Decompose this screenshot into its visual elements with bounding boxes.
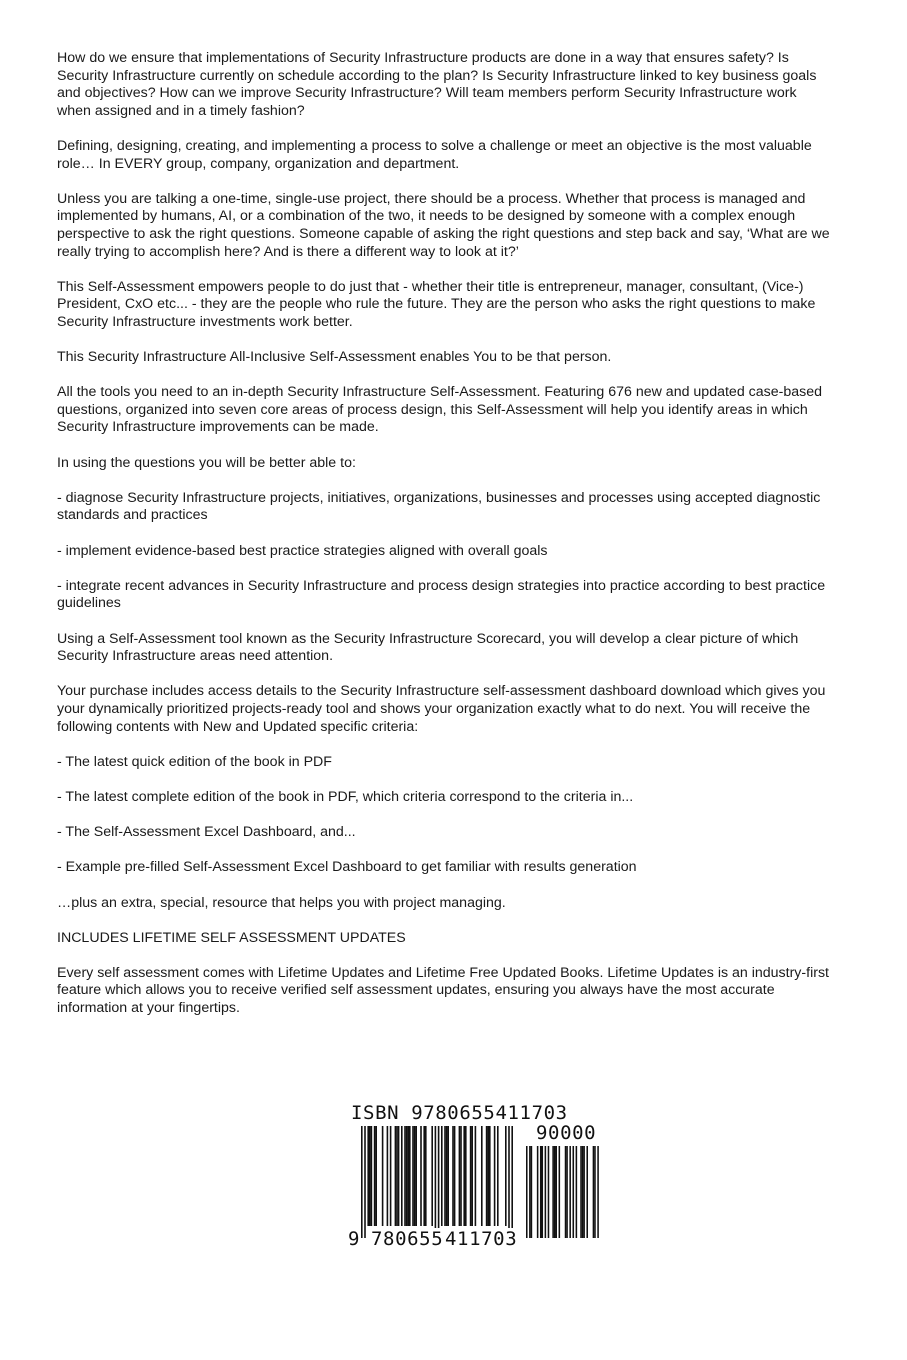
barcode-bar: [435, 1126, 437, 1238]
barcode-bar: [454, 1126, 456, 1226]
addon-bar: [545, 1146, 547, 1238]
addon-bar: [559, 1146, 561, 1238]
barcode-bar: [447, 1126, 449, 1226]
barcode-bar: [382, 1126, 384, 1226]
addon-bar: [576, 1146, 578, 1238]
barcode-bar: [415, 1126, 417, 1226]
bullet-item: - The Self-Assessment Excel Dashboard, and...: [57, 824, 356, 841]
barcode-bar: [371, 1126, 373, 1226]
barcode-bar: [361, 1126, 363, 1238]
barcode-bar: [471, 1126, 473, 1226]
barcode-bar: [398, 1126, 400, 1226]
addon-bar: [531, 1146, 533, 1238]
bullet-item: - The latest quick edition of the book in PDF: [57, 753, 332, 770]
addon-bar: [586, 1146, 588, 1238]
barcode-bar: [420, 1126, 422, 1226]
barcode-bar: [423, 1126, 425, 1226]
barcode-bar: [431, 1126, 433, 1226]
barcode-bar: [444, 1126, 446, 1226]
barcode-bar: [375, 1126, 377, 1226]
addon-price-label: 90000: [536, 1122, 597, 1144]
paragraph: All the tools you need to an in-depth Security Infrastructure Self-Assessment. Featuring 676 new and updated case-based questions, organized into seven core areas of process design, this Self-Assessment will help you identify areas in which Security Infrastructure improvements can be made.: [57, 384, 822, 436]
barcode-bar: [441, 1126, 443, 1226]
barcode-bar: [494, 1126, 496, 1226]
isbn-label: ISBN 9780655411703: [351, 1102, 568, 1124]
barcode-bar: [401, 1126, 403, 1226]
paragraph: …plus an extra, special, resource that helps you with project managing.: [57, 894, 506, 911]
barcode-bar: [452, 1126, 454, 1226]
addon-bar: [548, 1146, 550, 1238]
barcode-bar: [475, 1126, 477, 1226]
barcode-bar: [364, 1126, 366, 1238]
barcode-bar: [369, 1126, 371, 1226]
addon-bar: [555, 1146, 557, 1238]
barcode-bar: [395, 1126, 397, 1226]
barcode-bar: [460, 1126, 462, 1226]
barcode-right-digits: 411703: [445, 1228, 518, 1250]
barcode-bar: [367, 1126, 369, 1226]
bullet-item: - Example pre-filled Self-Assessment Excel Dashboard to get familiar with results generation: [57, 859, 637, 876]
paragraph: This Security Infrastructure All-Inclusive Self-Assessment enables You to be that person.: [57, 349, 612, 366]
updates-heading: INCLUDES LIFETIME SELF ASSESSMENT UPDATES: [57, 929, 406, 946]
addon-bar: [529, 1146, 531, 1238]
addon-bar: [540, 1146, 542, 1238]
barcode-bar: [407, 1126, 409, 1226]
barcode-bar: [470, 1126, 472, 1226]
paragraph: Using a Self-Assessment tool known as the Security Infrastructure Scorecard, you will develop a clear picture of which Security Infrastructure areas need attention.: [57, 630, 799, 665]
barcode-bar: [406, 1126, 408, 1226]
barcode-bar: [446, 1126, 448, 1226]
addon-bar: [580, 1146, 582, 1238]
barcode-bar: [387, 1126, 389, 1226]
bullet-item: - implement evidence-based best practice strategies aligned with overall goals: [57, 542, 548, 559]
barcode-bar: [425, 1126, 427, 1226]
addon-bar: [565, 1146, 567, 1238]
barcode-bar: [505, 1126, 507, 1226]
isbn-barcode: [348, 1102, 612, 1254]
barcode-bar: [508, 1126, 510, 1238]
addon-bar: [526, 1146, 528, 1238]
barcode-bar: [465, 1126, 467, 1226]
barcode-bar: [374, 1126, 376, 1226]
addon-bar: [569, 1146, 571, 1238]
addon-bar: [583, 1146, 585, 1238]
bullet-item: - The latest complete edition of the book in PDF, which criteria correspond to the criteria in...: [57, 788, 634, 805]
addon-bar: [552, 1146, 554, 1238]
description-text: [57, 50, 832, 1035]
barcode-left-digits: 780655: [371, 1228, 444, 1250]
addon-bar: [537, 1146, 539, 1238]
bullet-item: - diagnose Security Infrastructure projects, initiatives, organizations, businesses and processes using accepted diagnostic standards and practices: [57, 489, 821, 524]
paragraph: How do we ensure that implementations of Security Infrastructure products are done in a way that ensures safety? Is Security Infrastructure currently on schedule according to the plan? Is Security Infrastructure linked to key business goals and objectives? How can we improve Security Infrastructure? Will team members perform Security Infrastructure work when assigned and in a timely fashion?: [57, 50, 817, 119]
paragraph: Defining, designing, creating, and implementing a process to solve a challenge or meet an objective is the most valuable role… In EVERY group, company, organization and department.: [57, 137, 812, 172]
barcode-bar: [487, 1126, 489, 1226]
addon-bar: [542, 1146, 544, 1238]
barcode-bar: [414, 1126, 416, 1226]
barcode-bar: [497, 1126, 499, 1226]
addon-bar: [593, 1146, 595, 1238]
addon-bar: [554, 1146, 556, 1238]
barcode-bar: [438, 1126, 440, 1238]
barcode-bar: [409, 1126, 411, 1226]
bullet-item: - integrate recent advances in Security Infrastructure and process design strategies into practice according to best practice guidelines: [57, 577, 826, 612]
barcode-bar: [390, 1126, 392, 1226]
addon-bar: [594, 1146, 596, 1238]
barcode-bar: [404, 1126, 406, 1226]
paragraph: Every self assessment comes with Lifetime Updates and Lifetime Free Updated Books. Lifetime Updates is an industry-first feature which allows you to receive verified self assessment updates, ensuring you always have the most accurate information at your fingertips.: [57, 964, 829, 1017]
barcode-bar: [412, 1126, 414, 1226]
paragraph: This Self-Assessment empowers people to do just that - whether their title is entrepreneur, manager, consultant, (Vice-) President, CxO etc... - they are the people who rule the future. They are the person who asks the right questions to make Security Infrastructure investments work better.: [57, 278, 816, 330]
addon-bar: [573, 1146, 575, 1238]
addon-bar: [566, 1146, 568, 1238]
barcode-bar: [396, 1126, 398, 1226]
addon-bar: [597, 1146, 599, 1238]
barcode-bar: [511, 1126, 513, 1238]
barcode-bar: [481, 1126, 483, 1226]
barcode-bar: [489, 1126, 491, 1226]
paragraph: Unless you are talking a one-time, single-use project, there should be a process. Whether that process is managed and implemented by humans, AI, or a combination of the two, it needs to be designed by someone with a complex enough perspective to ask the right questions. Someone capable of asking the right questions and step back and say, ‘What are we really trying to accomplish here? And is there a different way to look at it?’: [57, 190, 830, 260]
addon-bar: [582, 1146, 584, 1238]
paragraph: Your purchase includes access details to the Security Infrastructure self-assessment dashboard download which gives you your dynamically prioritized projects-ready tool and shows your organization exactly what to do next. You will receive the following contents with New and Updated specific criteria:: [57, 683, 826, 735]
barcode-bar: [486, 1126, 488, 1226]
barcode-first-digit: 9: [348, 1228, 361, 1250]
paragraph: In using the questions you will be better able to:: [57, 454, 356, 471]
barcode-bar: [459, 1126, 461, 1226]
barcode-bar: [463, 1126, 465, 1226]
